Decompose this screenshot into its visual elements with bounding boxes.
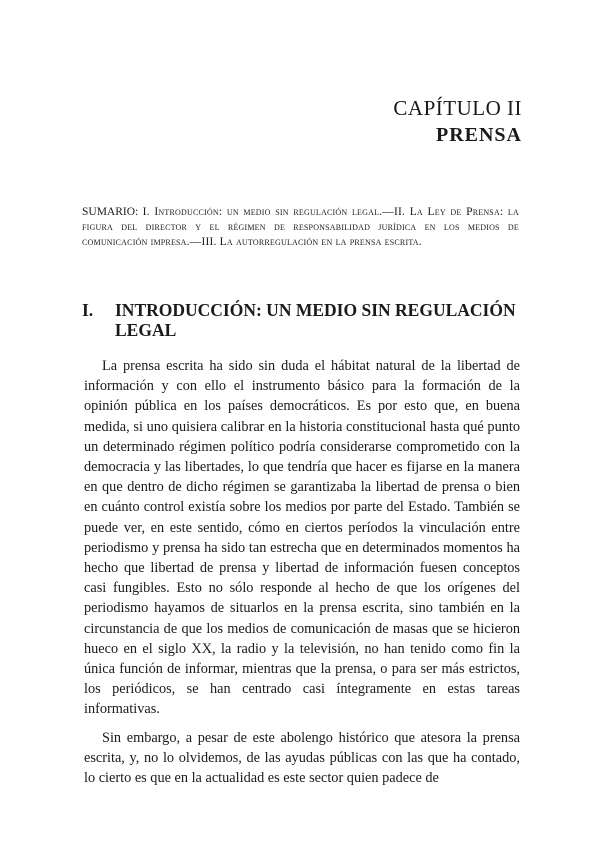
chapter-summary bbox=[82, 205, 519, 250]
summary-text: I. Introducción: un medio sin regulación legal.—II. La Ley de Prensa: la figura del director y el régimen de responsabilidad jurídica en los medios de comunicación impresa.—III. La autorregulación en la prensa escrita. bbox=[82, 206, 519, 248]
paragraph: La prensa escrita ha sido sin duda el hábitat natural de la libertad de información y con ello el instrumento básico para la formación de la opinión pública en los países democráticos. Es por esto que, en buena medida, si uno quisiera calibrar en la historia constitucional hasta qué punto un determinado régimen político podría considerarse comprometido con la democracia y las libertades, lo que tendría que hacer es fijarse en la manera en que dentro de dicho régimen se garantizaba la libertad de prensa o bien en cuánto control existía sobre los medios por parte del Estado. También se puede ver, en este sentido, cómo en ciertos períodos la vinculación entre periodismo y prensa ha sido tan estrecha que en determinados momentos ha hecho que libertad de prensa y libertad de información fuesen conceptos casi fungibles. Esto no sólo responde al hecho de que los orígenes del periodismo hayamos de situarlos en la prensa escrita, sino también en la circunstancia de que los medios de comunicación de masas que se hicieron hueco en el siglo XX, la radio y la televisión, no han tenido como fin la única función de informar, mientras que la prensa, o para ser más estrictos, los periódicos, se han centrado casi íntegramente en estas tareas informativas. bbox=[84, 358, 520, 718]
section-number: I. bbox=[82, 300, 94, 320]
paragraph: Sin embargo, a pesar de este abolengo histórico que atesora la prensa escrita, y, no lo olvidemos, de las ayudas públicas con las que ha contado, lo cierto es que en la actualidad es este sector quien padece de bbox=[84, 729, 520, 787]
chapter-number: CAPÍTULO II bbox=[393, 96, 522, 120]
section-heading bbox=[82, 300, 522, 340]
section-title: INTRODUCCIÓN: UN MEDIO SIN REGULACIÓN LEGAL bbox=[115, 300, 516, 340]
body-text bbox=[84, 356, 520, 796]
chapter-title: PRENSA bbox=[435, 124, 522, 146]
summary-label: SUMARIO: bbox=[82, 206, 139, 218]
